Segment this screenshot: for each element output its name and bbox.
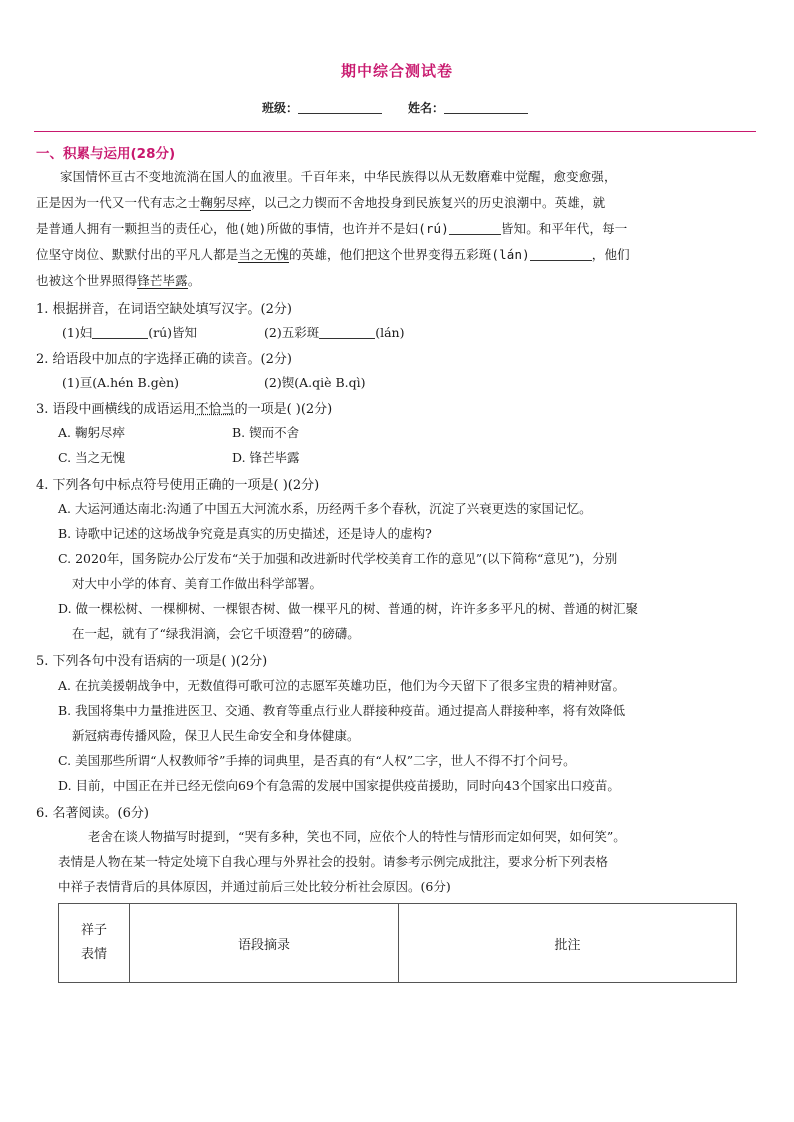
class-field [262, 99, 382, 116]
q4-option-c[interactable]: C. 2020年，国务院办公厅发布“关于加强和改进新时代学校美育工作的意见”(以下简称“意见”)，分别 [58, 551, 618, 566]
q3-option-b[interactable]: B. 锲而不舍 [232, 425, 300, 440]
q4-option-b[interactable]: B. 诗歌中记述的这场战争究竟是真实的历史描述，还是诗人的虚构? [58, 526, 432, 541]
fill-blank-ru[interactable] [449, 222, 501, 235]
q5-option-b-cont: 新冠病毒传播风险，保卫人民生命安全和身体健康。 [72, 728, 360, 743]
q6-stem: 6. 名著阅读。(6分) [36, 806, 149, 821]
q3-emphasis: 不恰当 [195, 402, 235, 417]
q6-paragraph-3: 中祥子表情背后的具体原因，并通过前后三处比较分析社会原因。(6分) [58, 879, 451, 894]
passage-line-3 [36, 219, 627, 237]
class-blank[interactable] [298, 101, 382, 114]
q5-option-b[interactable]: B. 我国将集中力量推进医卫、交通、教育等重点行业人群接种疫苗。通过提高人群接种率，将有效降低 [58, 703, 626, 718]
passage-text: 的英雄，他们把这个世界变得五彩斑(lán) [289, 247, 530, 262]
idiom-underlined: 锋芒毕露 [137, 273, 188, 288]
q3-stem [36, 398, 332, 417]
table-header-expression [59, 904, 130, 983]
passage-text: 正是因为一代又一代有志之士 [36, 195, 201, 210]
table-header-row [59, 904, 737, 983]
name-blank[interactable] [444, 101, 528, 114]
q4-option-d-cont: 在一起，就有了“绿我涓滴，会它千顷澄碧”的磅礴。 [72, 626, 360, 641]
q1-blank-1[interactable] [92, 326, 148, 339]
passage-text: 皆知。和平年代，每一 [500, 221, 628, 236]
table-header-excerpt: 语段摘录 [130, 904, 399, 983]
q3-stem-text: 的一项是( )(2分) [234, 402, 333, 417]
passage-text: 是普通人拥有一颗担当的责任心，他(她)所做的事情，也许并不是妇(rú) [36, 221, 449, 236]
q5-option-a[interactable]: A. 在抗美援朝战争中，无数值得可歌可泣的志愿军英雄功臣，他们为今天留下了很多宝贵的精神财富。 [58, 678, 625, 693]
q2-option-1: (1)亘(A.hén B.gèn) [62, 375, 180, 390]
q6-paragraph-1: 老舍在谈人物描写时提到，“哭有多种，笑也不同，应依个人的特性与情形而定如何哭，如何笑”。 [88, 829, 626, 844]
q4-stem: 4. 下列各句中标点符号使用正确的一项是( )(2分) [36, 478, 320, 493]
section-title: 一、积累与运用(28分) [36, 146, 176, 162]
q1-part1-suffix: (rú)皆知 [148, 325, 197, 340]
passage-line-5 [36, 271, 200, 289]
q4-option-a[interactable]: A. 大运河通达南北:沟通了中国五大河流水系，历经两千多个春秋，沉淀了兴衰更迭的家国记忆。 [58, 501, 592, 516]
passage-text: 位坚守岗位、默默付出的平凡人都是 [36, 247, 239, 262]
passage-line-4 [36, 245, 630, 263]
q1-part1 [62, 323, 197, 341]
q1-part2-suffix: (lán) [375, 325, 405, 340]
header-divider [34, 131, 756, 132]
q3-option-a[interactable]: A. 鞠躬尽瘁 [58, 425, 125, 440]
q5-option-d[interactable]: D. 目前，中国正在并已经无偿向69个有急需的发展中国家提供疫苗援助，同时向43个国家出口疫苗。 [58, 778, 620, 793]
q1-part1-prefix: (1)妇 [62, 325, 93, 340]
table-header-expression-line2: 表情 [80, 947, 107, 962]
q6-paragraph-2: 表情是人物在某一特定处境下自我心理与外界社会的投射。请参考示例完成批注，要求分析下列表格 [58, 854, 609, 869]
annotation-table [58, 903, 737, 983]
q5-option-c[interactable]: C. 美国那些所谓“人权教师爷”手捧的词典里，是否真的有“人权”二字，世人不得不打个问号。 [58, 753, 576, 768]
fill-blank-lan[interactable] [530, 248, 592, 261]
idiom-underlined: 当之无愧 [238, 247, 290, 262]
q2-option-2: (2)锲(A.qiè B.qì) [264, 375, 366, 390]
q3-stem-text: 3. 语段中画横线的成语运用 [36, 402, 196, 417]
name-label: 姓名： [408, 101, 445, 115]
idiom-underlined: 鞠躬尽瘁 [200, 195, 252, 210]
q1-part2 [264, 323, 404, 341]
table-header-expression-line1: 祥子 [80, 923, 107, 938]
q1-stem: 1. 根据拼音，在词语空缺处填写汉字。(2分) [36, 302, 292, 317]
q1-blank-2[interactable] [319, 326, 375, 339]
q4-option-d[interactable]: D. 做一棵松树、一棵柳树、一棵银杏树、做一棵平凡的树、普通的树，许许多多平凡的树、普通的树汇聚 [58, 601, 639, 616]
passage-text: ，他们 [591, 247, 630, 262]
q1-part2-prefix: (2)五彩斑 [264, 325, 320, 340]
passage-line-1: 家国情怀亘古不变地流淌在国人的血液里。千百年来，中华民族得以从无数磨难中觉醒，愈变愈强， [60, 169, 617, 184]
page-title: 期中综合测试卷 [340, 62, 453, 80]
class-label: 班级： [262, 101, 299, 115]
q3-option-c[interactable]: C. 当之无愧 [58, 450, 126, 465]
q2-stem: 2. 给语段中加点的字选择正确的读音。(2分) [36, 352, 292, 367]
passage-text: 。 [187, 273, 201, 288]
passage-line-2 [36, 193, 605, 211]
q3-option-d[interactable]: D. 锋芒毕露 [232, 450, 300, 465]
passage-text: ，以己之力锲而不舍地投身到民族复兴的历史浪潮中。英雄，就 [251, 195, 606, 210]
q5-stem: 5. 下列各句中没有语病的一项是( )(2分) [36, 654, 268, 669]
table-header-annotation: 批注 [399, 904, 737, 983]
passage-text: 也被这个世界照得 [36, 273, 138, 288]
name-field [408, 99, 528, 116]
q4-option-c-cont: 对大中小学的体育、美育工作做出科学部署。 [72, 576, 323, 591]
